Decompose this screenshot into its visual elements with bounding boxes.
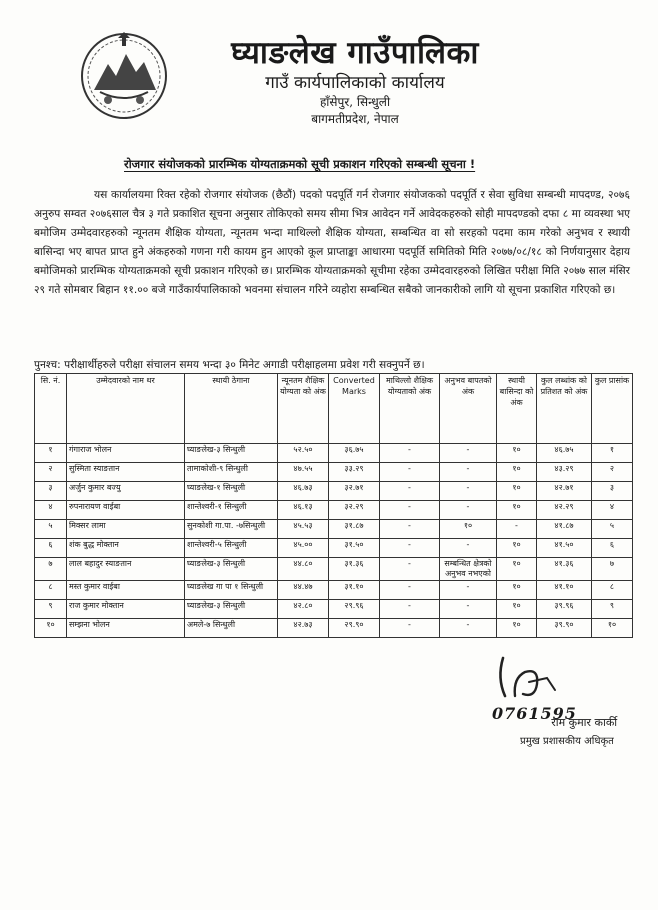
cell-experience-marks: - — [440, 581, 497, 600]
cell-permanent-address: घ्याङलेख गा पा १ सिन्धुली — [185, 581, 278, 600]
cell-permanent-address: घ्याङलेख-३ सिन्धुली — [185, 558, 278, 581]
cell-rank: ५ — [592, 520, 633, 539]
signatory-name: राम कुमार कार्की — [551, 716, 618, 729]
cell-permanent-address: तामाकोशी-९ सिन्धुली — [185, 463, 278, 482]
cell-higher-qualification-marks: - — [380, 482, 440, 501]
cell-permanent-address: सुनकोशी गा.पा. -७सिन्धुली — [185, 520, 278, 539]
office-name: गाउँ कार्यपालिकाको कार्यालय — [265, 73, 445, 93]
cell-converted-marks: ३१.१० — [329, 581, 380, 600]
cell-resident-marks: १० — [497, 581, 537, 600]
cell-candidate-name: लाल बहादुर स्याङतान — [67, 558, 185, 581]
col-rank: कुल प्रासांक — [592, 374, 633, 444]
cell-rank: ९ — [592, 600, 633, 619]
cell-total-percent: ४१.१० — [537, 581, 592, 600]
cell-rank: १० — [592, 619, 633, 638]
cell-total-percent: ४२.७१ — [537, 482, 592, 501]
cell-higher-qualification-marks: - — [380, 444, 440, 463]
cell-min-qualification-marks: ४५.०० — [278, 539, 329, 558]
cell-min-qualification-marks: ४२.७३ — [278, 619, 329, 638]
cell-candidate-name: राज कुमार मोक्तान — [67, 600, 185, 619]
cell-converted-marks: ३६.७५ — [329, 444, 380, 463]
cell-serial: ६ — [35, 539, 67, 558]
cell-resident-marks: १० — [497, 558, 537, 581]
postscript-note: पुनश्च: परीक्षार्थीहरुले परीक्षा संचालन समय भन्दा ३० मिनेट अगाडी परीक्षाहलमा प्रवेश गरी सक्नुपर्ने छ। — [34, 359, 425, 371]
col-min-qualification-marks: न्यूनतम शैक्षिक योग्यता को अंक — [278, 374, 329, 444]
cell-higher-qualification-marks: - — [380, 501, 440, 520]
cell-converted-marks: ३१.३६ — [329, 558, 380, 581]
cell-permanent-address: शान्तेश्वरी-१ सिन्धुली — [185, 501, 278, 520]
cell-candidate-name: सुस्मिता स्याङतान — [67, 463, 185, 482]
table-row — [35, 520, 633, 539]
cell-permanent-address: अमले-७ सिन्धुली — [185, 619, 278, 638]
cell-rank: ७ — [592, 558, 633, 581]
col-resident-marks: स्थायी बासिन्दा को अंक — [497, 374, 537, 444]
organization-name: घ्याङलेख गाउँपालिका — [231, 35, 479, 71]
cell-candidate-name: मिक्सर लामा — [67, 520, 185, 539]
cell-higher-qualification-marks: - — [380, 539, 440, 558]
cell-experience-marks: - — [440, 501, 497, 520]
cell-converted-marks: ३३.२९ — [329, 463, 380, 482]
table-body — [35, 444, 633, 638]
table-row — [35, 619, 633, 638]
cell-candidate-name: रुपनारायण वाईबा — [67, 501, 185, 520]
cell-resident-marks: १० — [497, 600, 537, 619]
cell-higher-qualification-marks: - — [380, 581, 440, 600]
cell-min-qualification-marks: ५२.५० — [278, 444, 329, 463]
cell-experience-marks: - — [440, 619, 497, 638]
cell-resident-marks: १० — [497, 463, 537, 482]
cell-total-percent: ३९.९६ — [537, 600, 592, 619]
address-line-2: बागमतीप्रदेश, नेपाल — [311, 112, 399, 126]
cell-serial: ४ — [35, 501, 67, 520]
cell-permanent-address: शान्तेश्वरी-५ सिन्धुली — [185, 539, 278, 558]
municipality-emblem — [78, 30, 170, 120]
cell-converted-marks: २९.९६ — [329, 600, 380, 619]
table-row — [35, 482, 633, 501]
reference-number: 0761595 — [492, 704, 577, 723]
table-row — [35, 501, 633, 520]
cell-min-qualification-marks: ४६.७३ — [278, 482, 329, 501]
cell-candidate-name: गंगाराज भोलन — [67, 444, 185, 463]
cell-rank: २ — [592, 463, 633, 482]
cell-converted-marks: ३१.५० — [329, 539, 380, 558]
col-serial: सि. नं. — [35, 374, 67, 444]
cell-higher-qualification-marks: - — [380, 558, 440, 581]
cell-higher-qualification-marks: - — [380, 619, 440, 638]
table-row — [35, 600, 633, 619]
cell-total-percent: ३९.९० — [537, 619, 592, 638]
cell-serial: ३ — [35, 482, 67, 501]
cell-rank: ४ — [592, 501, 633, 520]
cell-experience-marks: - — [440, 444, 497, 463]
cell-higher-qualification-marks: - — [380, 520, 440, 539]
address-line-1: हाँसेपुर, सिन्धुली — [319, 95, 391, 109]
notice-title: रोजगार संयोजकको प्रारम्भिक योग्यताक्रमको सूची प्रकाशन गरिएको सम्बन्धी सूचना ! — [124, 157, 476, 171]
cell-converted-marks: ३१.८७ — [329, 520, 380, 539]
cell-resident-marks: - — [497, 520, 537, 539]
col-higher-qualification-marks: माथिल्लो शैक्षिक योग्यताको अंक — [380, 374, 440, 444]
cell-serial: २ — [35, 463, 67, 482]
cell-experience-marks: - — [440, 600, 497, 619]
table-header-row — [35, 374, 633, 444]
cell-rank: ८ — [592, 581, 633, 600]
cell-permanent-address: घ्याङलेख-३ सिन्धुली — [185, 600, 278, 619]
cell-candidate-name: अर्जुन कुमार बज्यु — [67, 482, 185, 501]
col-candidate-name: उम्मेदवारको नाम थर — [67, 374, 185, 444]
cell-serial: ५ — [35, 520, 67, 539]
cell-converted-marks: ३२.७१ — [329, 482, 380, 501]
cell-serial: १ — [35, 444, 67, 463]
cell-min-qualification-marks: ४२.८० — [278, 600, 329, 619]
notice-body: यस कार्यालयमा रिक्त रहेको रोजगार संयोजक (छैठौं) पदको पदपूर्ति गर्न रोजगार संयोजकको पदपूर्ति र सेवा सुविधा सम्बन्धी मापदण्ड, २०७६ अनुरुप सम्वत २०७६साल चैत्र ३ गते प्रकाशित सूचना अनुसार तोकिएको समय सीमा भित्र आवेदन गर्ने आवेदकहरुको सोही मापदण्डको दफा ८ मा व्यवस्था भए बमोजिम उम्मेदवारहरुको न्यूनतम शैक्षिक योग्यता, न्यूनतम भन्दा माथिल्लो शैक्षिक योग्यता, सम्बन्धित वा सो सरहको पदमा काम गरेको अनुभव र स्थायी बासिन्दा भए बापत प्राप्त हुने अंकहरुको गणना गरी कायम हुन आएको कूल प्राप्ताङ्का आधारमा पदपूर्ति समितिको मिति २०७७/०८/१८ को निर्णयानुसार देहाय बमोजिमको प्रारम्भिक योग्यताक्रमको सूची प्रकाशन गरिएको छ। प्रारम्भिक योग्यताक्रमको सूचीमा रहेका उम्मेदवारहरुको लिखित परीक्षा मिति २०७७ साल मंसिर २९ गते सोमबार बिहान ११.०० बजे गाउँकार्यपालिकाको भवनमा संचालन गरिने व्यहोरा सम्बन्धित सबैको जानकारीको लागि यो सूचना प्रकाशित गरिएको छ। — [34, 189, 630, 296]
table-row — [35, 539, 633, 558]
cell-rank: १ — [592, 444, 633, 463]
col-permanent-address: स्थायी ठेगाना — [185, 374, 278, 444]
cell-permanent-address: घ्याङलेख-१ सिन्धुली — [185, 482, 278, 501]
cell-total-percent: ४१.३६ — [537, 558, 592, 581]
cell-serial: १० — [35, 619, 67, 638]
cell-resident-marks: १० — [497, 539, 537, 558]
merit-list-table — [34, 373, 633, 638]
cell-min-qualification-marks: ४६.१३ — [278, 501, 329, 520]
cell-experience-marks: - — [440, 482, 497, 501]
cell-serial: ८ — [35, 581, 67, 600]
cell-total-percent: ४६.७५ — [537, 444, 592, 463]
cell-higher-qualification-marks: - — [380, 463, 440, 482]
cell-candidate-name: सम्झना भोलन — [67, 619, 185, 638]
cell-min-qualification-marks: ४५.५३ — [278, 520, 329, 539]
cell-rank: ६ — [592, 539, 633, 558]
cell-experience-marks: - — [440, 463, 497, 482]
signatory-title: प्रमुख प्रशासकीय अधिकृत — [520, 736, 614, 747]
cell-min-qualification-marks: ४४.८० — [278, 558, 329, 581]
cell-experience-marks: सम्बन्धित क्षेत्रको अनुभव नभएको — [440, 558, 497, 581]
cell-candidate-name: मस्त कुमार वाईबा — [67, 581, 185, 600]
cell-serial: ७ — [35, 558, 67, 581]
cell-total-percent: ४३.२९ — [537, 463, 592, 482]
cell-experience-marks: १० — [440, 520, 497, 539]
cell-resident-marks: १० — [497, 619, 537, 638]
cell-converted-marks: ३२.२९ — [329, 501, 380, 520]
table-row — [35, 463, 633, 482]
cell-resident-marks: १० — [497, 482, 537, 501]
col-experience-marks: अनुभव बापतको अंक — [440, 374, 497, 444]
handwritten-signature — [495, 652, 567, 702]
cell-total-percent: ४१.५० — [537, 539, 592, 558]
cell-rank: ३ — [592, 482, 633, 501]
cell-higher-qualification-marks: - — [380, 600, 440, 619]
cell-min-qualification-marks: ४४.४७ — [278, 581, 329, 600]
cell-resident-marks: १० — [497, 444, 537, 463]
cell-permanent-address: घ्याङलेख-३ सिन्धुली — [185, 444, 278, 463]
cell-candidate-name: शंक बुद्ध मोक्तान — [67, 539, 185, 558]
cell-total-percent: ४१.८७ — [537, 520, 592, 539]
table-row — [35, 558, 633, 581]
letterhead — [180, 34, 530, 128]
col-total-percent: कुल लब्धांक को प्रतिशत को अंक — [537, 374, 592, 444]
cell-min-qualification-marks: ४७.५५ — [278, 463, 329, 482]
table-row — [35, 581, 633, 600]
table-row — [35, 444, 633, 463]
cell-total-percent: ४२.२९ — [537, 501, 592, 520]
cell-experience-marks: - — [440, 539, 497, 558]
cell-resident-marks: १० — [497, 501, 537, 520]
cell-serial: ९ — [35, 600, 67, 619]
col-converted-marks: Converted Marks — [329, 374, 380, 444]
cell-converted-marks: २९.९० — [329, 619, 380, 638]
